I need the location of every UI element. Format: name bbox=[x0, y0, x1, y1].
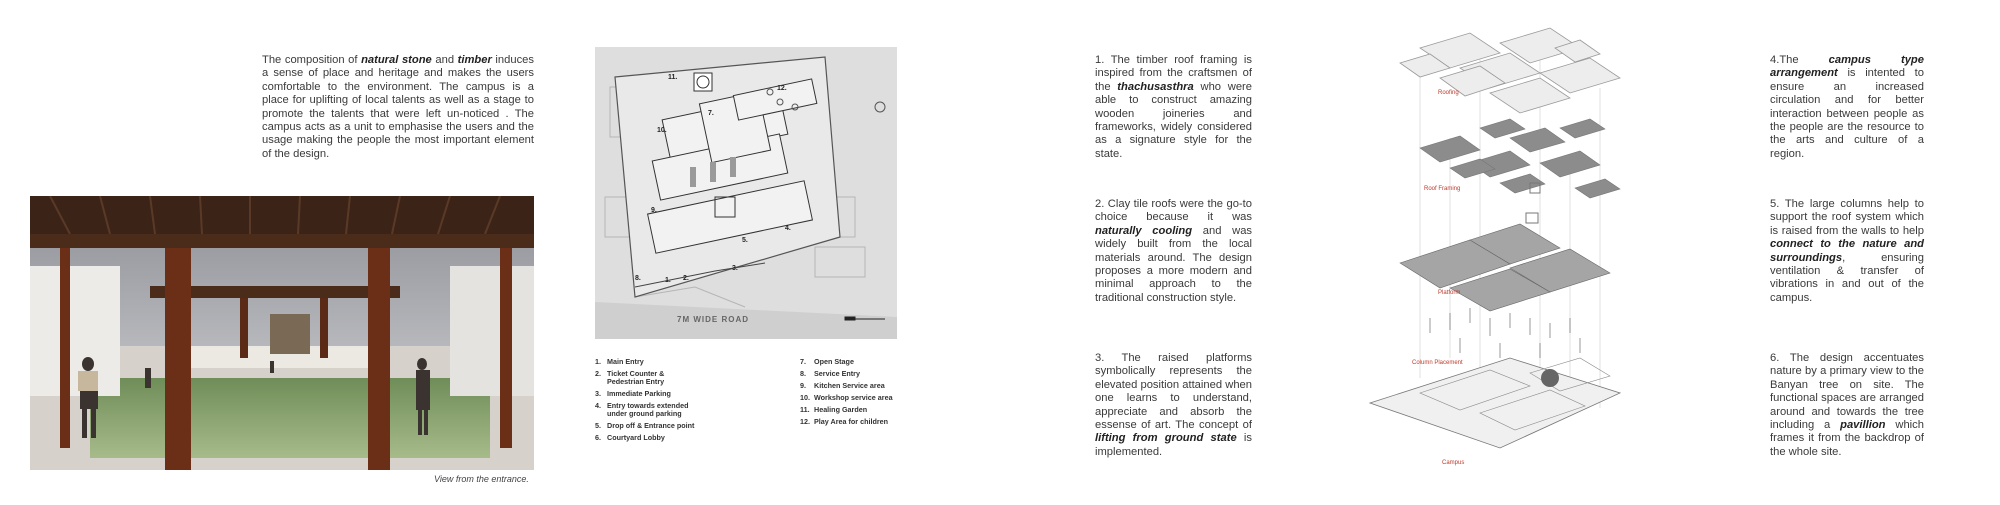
intro-bold-timber: timber bbox=[457, 54, 492, 66]
intro-paragraph: The composition of natural stone and timber induces a sense of place and heritage and makes the users comfortable to the environment. The campus is a place for uplifting of local talents as well as a stage to promote the talents that were left un-noticed . The campus acts as a unit to emphasise the users and the usage making the people the most important element of the design. bbox=[262, 54, 534, 160]
legend-item: 11. Healing Garden bbox=[800, 405, 868, 414]
plan-num-7: 7. bbox=[708, 110, 714, 117]
legend-item: 6. Courtyard Lobby bbox=[595, 433, 665, 442]
label-roofing: Roofing bbox=[1438, 90, 1459, 96]
legend-item: 10. Workshop service area bbox=[800, 393, 893, 402]
note-1: 1. The timber roof framing is inspired from the craftsmen of the thachusasthra who were able to construct amazing wooden joineries and frameworks, widely considered as a signature style for the state. bbox=[1095, 54, 1252, 160]
legend-item: 12. Play Area for children bbox=[800, 417, 889, 426]
note-5: 5. The large columns help to support the roof system which is raised from the walls to help connect to the nature and surroundings, ensuring ventilation & transfer of vibrations in and out of the campus. bbox=[1770, 198, 1924, 304]
note-4: 4.The campus type arrangement is intented to ensure an increased circulation and for better interaction between people as the people are the resource to the arts and culture of a region. bbox=[1770, 54, 1924, 160]
note-2: 2. Clay tile roofs were the go-to choice because it was naturally cooling and was widely built from the local materials around. The design proposes a more modern and minimal approach to the traditional construction style. bbox=[1095, 198, 1253, 304]
legend-item: 2. Ticket Counter & Pedestrian Entry bbox=[595, 369, 665, 386]
photo-caption: View from the entrance. bbox=[434, 474, 529, 484]
legend-item: 7. Open Stage bbox=[800, 357, 854, 366]
plan-num-10: 10. bbox=[657, 127, 667, 134]
plan-num-1: 1. bbox=[665, 277, 671, 284]
label-column-placement: Column Placement bbox=[1412, 360, 1463, 366]
plan-num-2: 2. bbox=[683, 275, 689, 282]
plan-num-11: 11. bbox=[668, 74, 678, 81]
plan-num-4: 4. bbox=[785, 225, 791, 232]
intro-bold-stone: natural stone bbox=[361, 54, 432, 66]
exploded-axonometric bbox=[1360, 18, 1650, 488]
plan-num-9: 9. bbox=[651, 207, 657, 214]
legend-item: 1. Main Entry bbox=[595, 357, 644, 366]
note-6: 6. The design accentuates nature by a primary view to the Banyan tree on site. The functional spaces are arranged around and towards the tree including a pavillion which frames it from the backdrop of the whole site. bbox=[1770, 352, 1924, 458]
plan-num-3: 3. bbox=[732, 265, 738, 272]
road-label: 7M WIDE ROAD bbox=[677, 315, 749, 324]
label-roof-framing: Roof Framing bbox=[1424, 186, 1461, 192]
legend-left bbox=[595, 358, 795, 446]
label-campus: Campus bbox=[1442, 460, 1465, 466]
site-plan bbox=[595, 47, 897, 339]
plan-num-8: 8. bbox=[635, 275, 641, 282]
entrance-render bbox=[30, 196, 534, 470]
legend-item: 5. Drop off & Entrance point bbox=[595, 421, 695, 430]
note-3: 3. The raised platforms symbolically represents the elevated position attained when one learns to understand, appreciate and absorb the essense of art. The concept of lifting from ground state is implemented. bbox=[1095, 352, 1252, 458]
legend-item: 4. Entry towards extended under ground parking bbox=[595, 401, 689, 418]
legend-right bbox=[800, 358, 960, 430]
plan-num-12: 12. bbox=[777, 85, 787, 92]
legend-item: 3. Immediate Parking bbox=[595, 389, 671, 398]
legend-item: 8. Service Entry bbox=[800, 369, 860, 378]
legend-item: 9. Kitchen Service area bbox=[800, 381, 885, 390]
label-platform: Platform bbox=[1438, 290, 1461, 296]
plan-num-5: 5. bbox=[742, 237, 748, 244]
